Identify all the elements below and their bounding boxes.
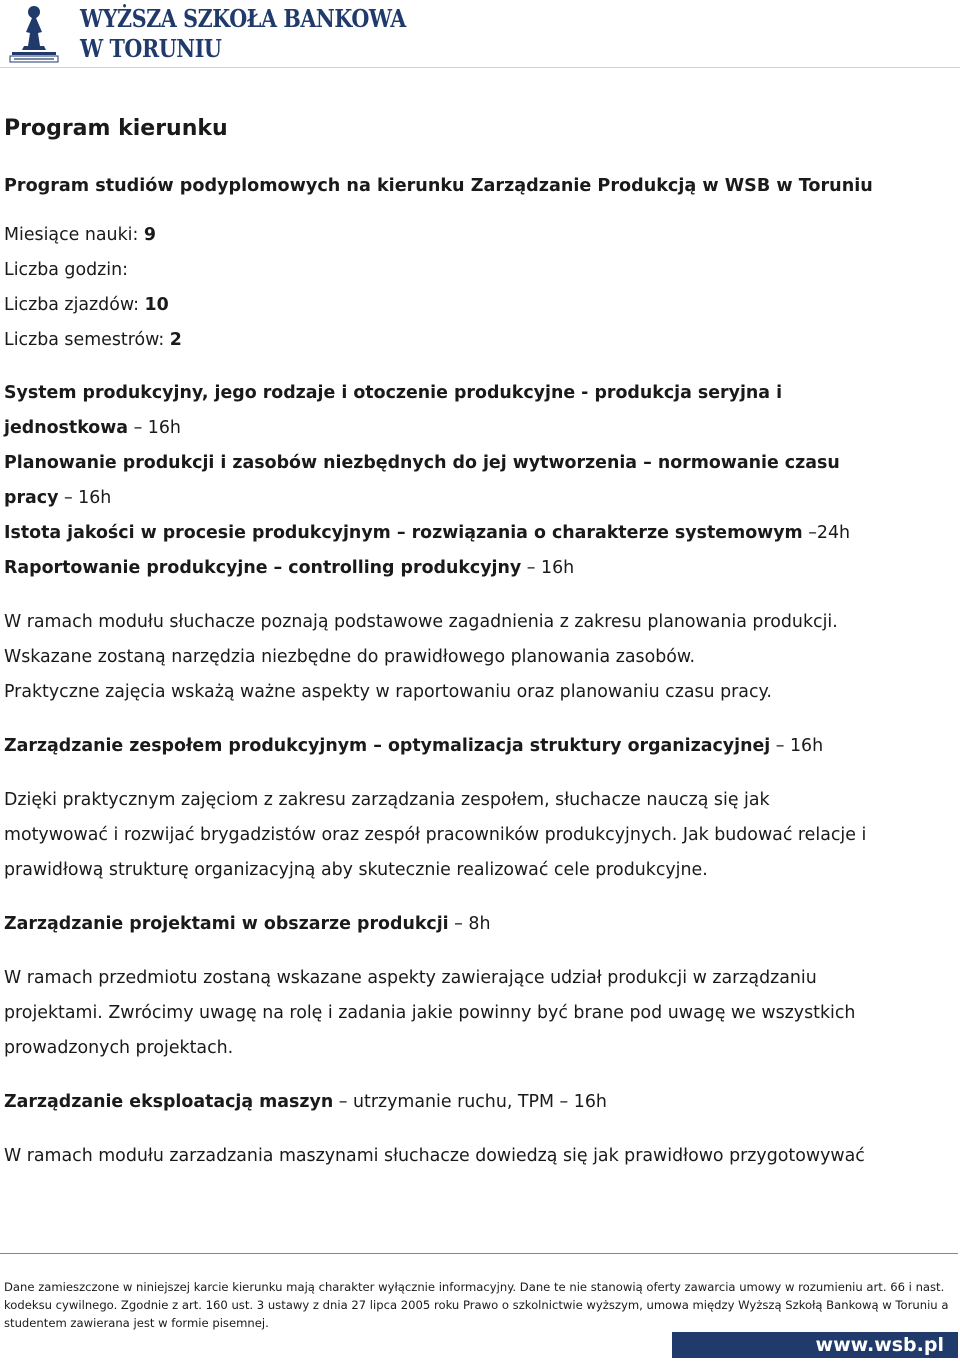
disclaimer-line: studentem zawierana jest w formie pisemnej. bbox=[4, 1316, 269, 1330]
website-link[interactable]: www.wsb.pl bbox=[815, 1334, 944, 1356]
paragraph-line: motywować i rozwijać brygadzistów oraz zespół pracowników produkcyjnych. Jak budować relacje i bbox=[4, 825, 867, 845]
module-title: System produkcyjny, jego rodzaje i otoczenie produkcyjne - produkcja seryjna i bbox=[4, 383, 783, 403]
disclaimer-line: Dane zamieszczone w niniejszej karcie kierunku mają charakter wyłącznie informacyjny. Dane te nie stanowią oferty zawarcia umowy w rozumieniu art. 66 i nast. bbox=[4, 1280, 945, 1294]
brand-name-line2: W TORUNIU bbox=[80, 34, 222, 63]
meetings-row bbox=[4, 294, 169, 316]
paragraph-line: Wskazane zostaną narzędzia niezbędne do prawidłowego planowania zasobów. bbox=[4, 647, 696, 667]
module-row bbox=[4, 557, 574, 579]
paragraph-line: W ramach modułu słuchacze poznają podstawowe zagadnienia z zakresu planowania produkcji. bbox=[4, 612, 838, 632]
page-subtitle: Program studiów podyplomowych na kierunku Zarządzanie Produkcją w WSB w Toruniu bbox=[4, 176, 873, 196]
paragraph-line: Dzięki praktycznym zajęciom z zakresu zarządzania zespołem, słuchacze nauczą się jak bbox=[4, 790, 770, 810]
months-row bbox=[4, 224, 156, 246]
university-crest-logo bbox=[4, 2, 64, 64]
footer-divider bbox=[0, 1253, 958, 1254]
module-hours: – 16h bbox=[133, 418, 181, 438]
paragraph-line: Praktyczne zajęcia wskażą ważne aspekty w raportowaniu oraz planowaniu czasu pracy. bbox=[4, 682, 772, 702]
paragraph-line: W ramach przedmiotu zostaną wskazane aspekty zawierające udział produkcji w zarządzaniu bbox=[4, 968, 817, 988]
module-hours: – 16h bbox=[775, 736, 824, 756]
module-title-cont bbox=[4, 417, 181, 439]
meetings-label: Liczba zjazdów: bbox=[4, 295, 139, 315]
paragraph-line: W ramach modułu zarzadzania maszynami słuchacze dowiedzą się jak prawidłowo przygotowywać bbox=[4, 1146, 865, 1166]
disclaimer-line: kodeksu cywilnego. Zgodnie z art. 160 ust. 3 ustawy z dnia 27 lipca 2005 roku Prawo o szkolnictwie wyższym, umowa między Wyższą Szkołą Bankową w Toruniu a bbox=[4, 1298, 949, 1312]
module-title: Raportowanie produkcyjne – controlling produkcyjny bbox=[4, 558, 522, 578]
module-hours: – 8h bbox=[454, 914, 491, 934]
module-hours: – 16h bbox=[63, 488, 112, 508]
module-row bbox=[4, 522, 850, 544]
module-row bbox=[4, 913, 490, 935]
hours-row bbox=[4, 259, 128, 281]
module-title: Zarządzanie eksploatacją maszyn bbox=[4, 1092, 334, 1112]
module-title: Istota jakości w procesie produkcyjnym – rozwiązania o charakterze systemowym bbox=[4, 523, 803, 543]
module-title-part: jednostkowa bbox=[4, 418, 129, 438]
hours-label: Liczba godzin: bbox=[4, 260, 128, 280]
module-hours: –24h bbox=[808, 523, 851, 543]
paragraph-line: prawidłową strukturę organizacyjną aby skutecznie realizować cele produkcyjne. bbox=[4, 860, 708, 880]
brand-name-line1: WYŻSZA SZKOŁA BANKOWA bbox=[80, 4, 406, 33]
module-title-part: pracy bbox=[4, 488, 59, 508]
page-header bbox=[0, 0, 960, 68]
semesters-value: 2 bbox=[169, 330, 182, 350]
paragraph-line: projektami. Zwrócimy uwagę na rolę i zadania jakie powinny być brane pod uwagę we wszystkich bbox=[4, 1003, 856, 1023]
header-divider bbox=[0, 67, 960, 68]
semesters-row bbox=[4, 329, 182, 351]
module-row bbox=[4, 1091, 607, 1113]
months-value: 9 bbox=[143, 225, 156, 245]
module-title-cont bbox=[4, 487, 111, 509]
module-hours: – 16h bbox=[526, 558, 575, 578]
page-title: Program kierunku bbox=[4, 116, 228, 141]
semesters-label: Liczba semestrów: bbox=[4, 330, 165, 350]
meetings-value: 10 bbox=[144, 295, 169, 315]
website-banner bbox=[672, 1332, 958, 1358]
module-row bbox=[4, 735, 823, 757]
months-label: Miesiące nauki: bbox=[4, 225, 139, 245]
module-rest: – utrzymanie ruchu, TPM – 16h bbox=[338, 1092, 607, 1112]
module-title: Zarządzanie zespołem produkcyjnym – optymalizacja struktury organizacyjnej bbox=[4, 736, 771, 756]
paragraph-line: prowadzonych projektach. bbox=[4, 1038, 234, 1058]
module-title: Zarządzanie projektami w obszarze produkcji bbox=[4, 914, 449, 934]
module-title: Planowanie produkcji i zasobów niezbędnych do jej wytworzenia – normowanie czasu bbox=[4, 453, 840, 473]
